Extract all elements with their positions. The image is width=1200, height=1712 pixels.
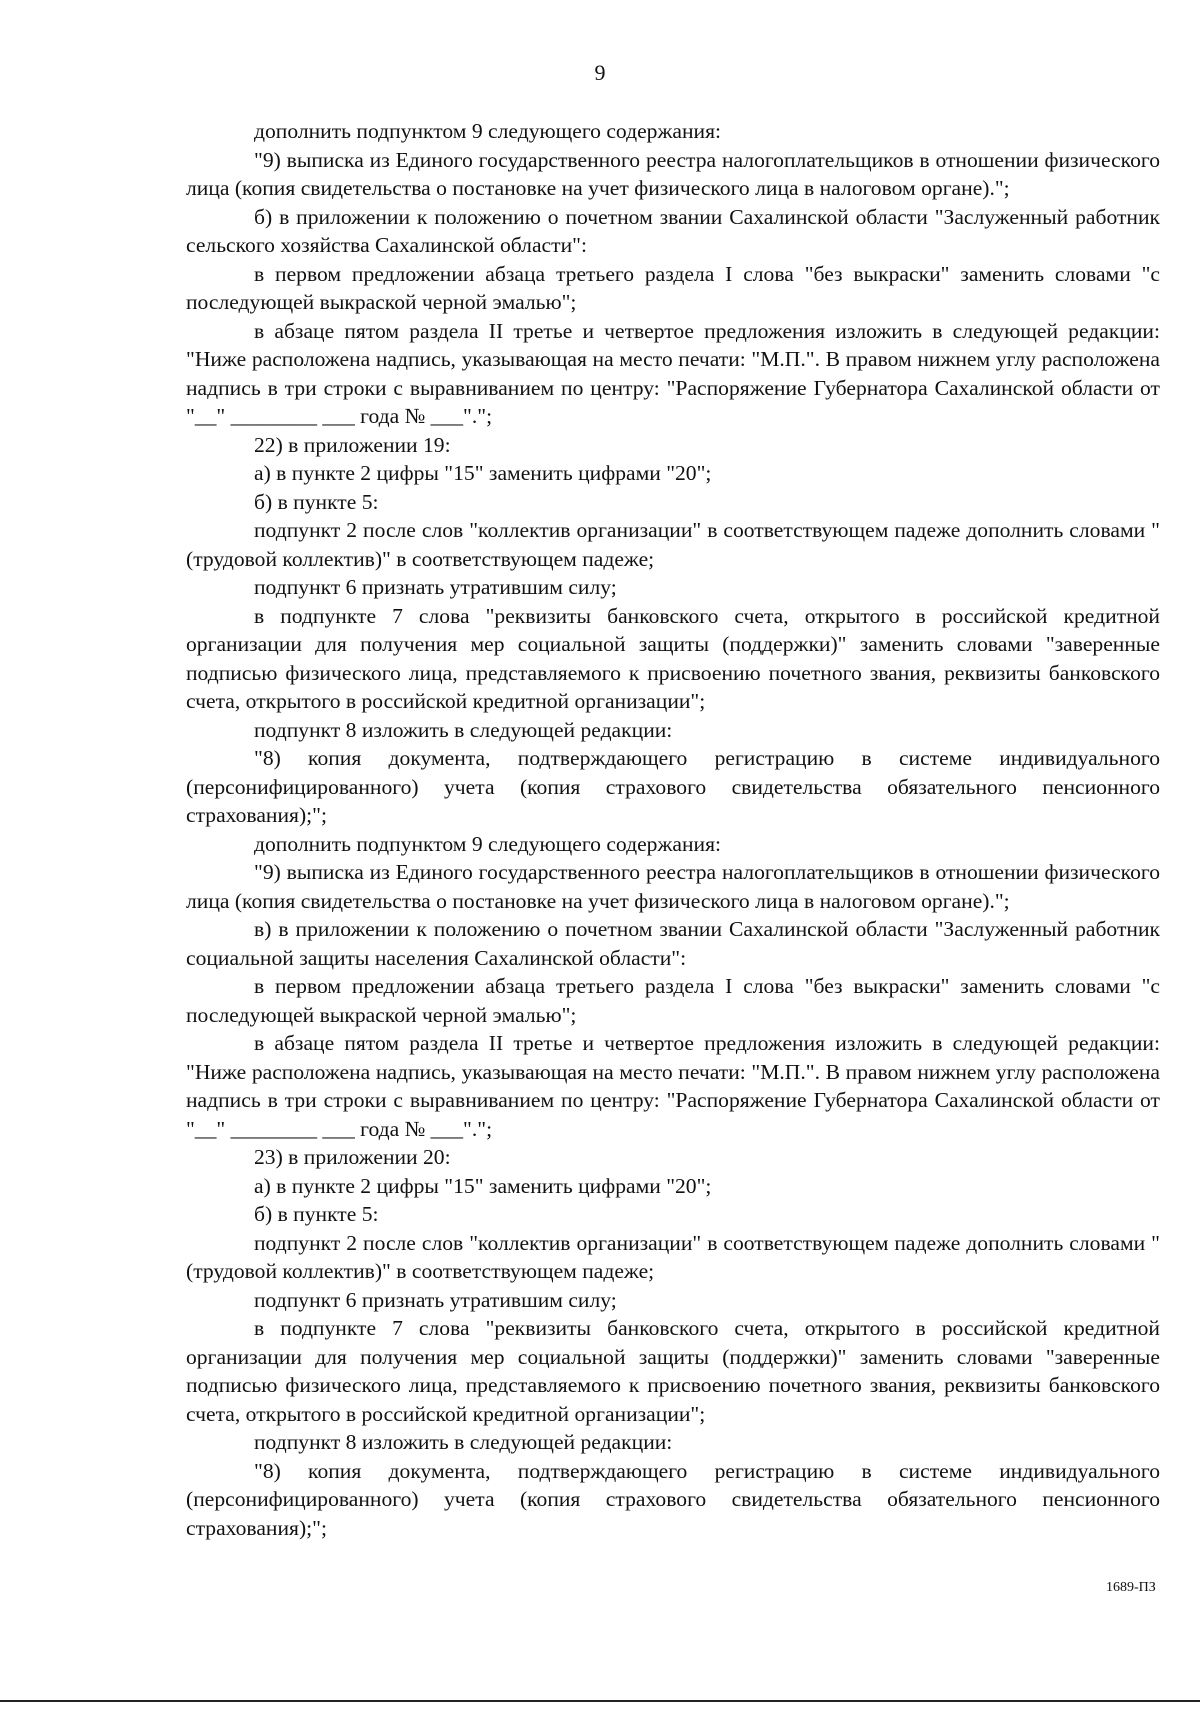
document-code: 1689-ПЗ <box>1106 1580 1156 1595</box>
paragraph: в абзаце пятом раздела II третье и четвертое предложения изложить в следующей редакции: "Ниже расположена надпись, указывающая на место печати: "М.П.". В правом нижнем углу расположена надпись в три строки с выравниванием по центру: "Распоряжение Губернатора Сахалинской области от "__" ________ ___ года № ___"."; <box>186 1031 1160 1141</box>
paragraph: 23) в приложении 20: <box>254 1145 451 1169</box>
paragraph: "8) копия документа, подтверждающего регистрацию в системе индивидуального (персонифицированного) учета (копия страхового свидетельства обязательного пенсионного страхования);"; <box>186 746 1160 827</box>
paragraph: подпункт 2 после слов "коллектив организации" в соответствующем падеже дополнить словами "(трудовой коллектив)" в соответствующем падеже; <box>186 518 1160 571</box>
paragraph: дополнить подпунктом 9 следующего содержания: <box>254 831 722 856</box>
paragraph: "8) копия документа, подтверждающего регистрацию в системе индивидуального (персонифицированного) учета (копия страхового свидетельства обязательного пенсионного страхования);"; <box>186 1458 1160 1540</box>
paragraph: 22) в приложении 19: <box>254 432 451 457</box>
paragraph: в подпункте 7 слова "реквизиты банковского счета, открытого в российской кредитной организации для получения мер социальной защиты (поддержки)" заменить словами "заверенные подписью физического лица, представляемого к присвоению почетного звания, реквизиты банковского счета, открытого в российской кредитной организации"; <box>186 603 1160 713</box>
page-number: 9 <box>594 60 606 85</box>
document-body <box>186 117 1160 1542</box>
paragraph: в абзаце пятом раздела II третье и четвертое предложения изложить в следующей редакции: "Ниже расположена надпись, указывающая на место печати: "М.П.". В правом нижнем углу расположена надпись в три строки с выравниванием по центру: "Распоряжение Губернатора Сахалинской области от "__" ________ ___ года № ___"."; <box>186 318 1160 428</box>
paragraph: в) в приложении к положению о почетном звании Сахалинской области "Заслуженный работник социальной защиты населения Сахалинской области": <box>186 917 1160 970</box>
paragraph: подпункт 8 изложить в следующей редакции: <box>254 717 673 742</box>
paragraph: подпункт 6 признать утратившим силу; <box>254 1287 617 1312</box>
paragraph: в подпункте 7 слова "реквизиты банковского счета, открытого в российской кредитной организации для получения мер социальной защиты (поддержки)" заменить словами "заверенные подписью физического лица, представляемого к присвоению почетного звания, реквизиты банковского счета, открытого в российской кредитной организации"; <box>186 1316 1160 1426</box>
paragraph: "9) выписка из Единого государственного реестра налогоплательщиков в отношении физического лица (копия свидетельства о постановке на учет физического лица в налоговом органе)."; <box>186 860 1160 913</box>
paragraph: дополнить подпунктом 9 следующего содержания: <box>254 119 722 143</box>
paragraph: а) в пункте 2 цифры "15" заменить цифрами "20"; <box>254 461 712 485</box>
scan-edge-line <box>0 1700 1200 1702</box>
paragraph: б) в пункте 5: <box>254 1202 379 1226</box>
paragraph: б) в приложении к положению о почетном звании Сахалинской области "Заслуженный работник сельского хозяйства Сахалинской области": <box>186 204 1160 257</box>
paragraph: подпункт 8 изложить в следующей редакции: <box>254 1430 673 1454</box>
paragraph: подпункт 2 после слов "коллектив организации" в соответствующем падеже дополнить словами "(трудовой коллектив)" в соответствующем падеже; <box>186 1230 1160 1283</box>
paragraph: подпункт 6 признать утратившим силу; <box>254 575 617 599</box>
paragraph: б) в пункте 5: <box>254 489 379 514</box>
paragraph: в первом предложении абзаца третьего раздела I слова "без выкраски" заменить словами "с последующей выкраской черной эмалью"; <box>186 974 1160 1027</box>
paragraph: "9) выписка из Единого государственного реестра налогоплательщиков в отношении физического лица (копия свидетельства о постановке на учет физического лица в налоговом органе)."; <box>186 147 1160 200</box>
paragraph: в первом предложении абзаца третьего раздела I слова "без выкраски" заменить словами "с последующей выкраской черной эмалью"; <box>186 261 1160 314</box>
paragraph: а) в пункте 2 цифры "15" заменить цифрами "20"; <box>254 1173 712 1198</box>
